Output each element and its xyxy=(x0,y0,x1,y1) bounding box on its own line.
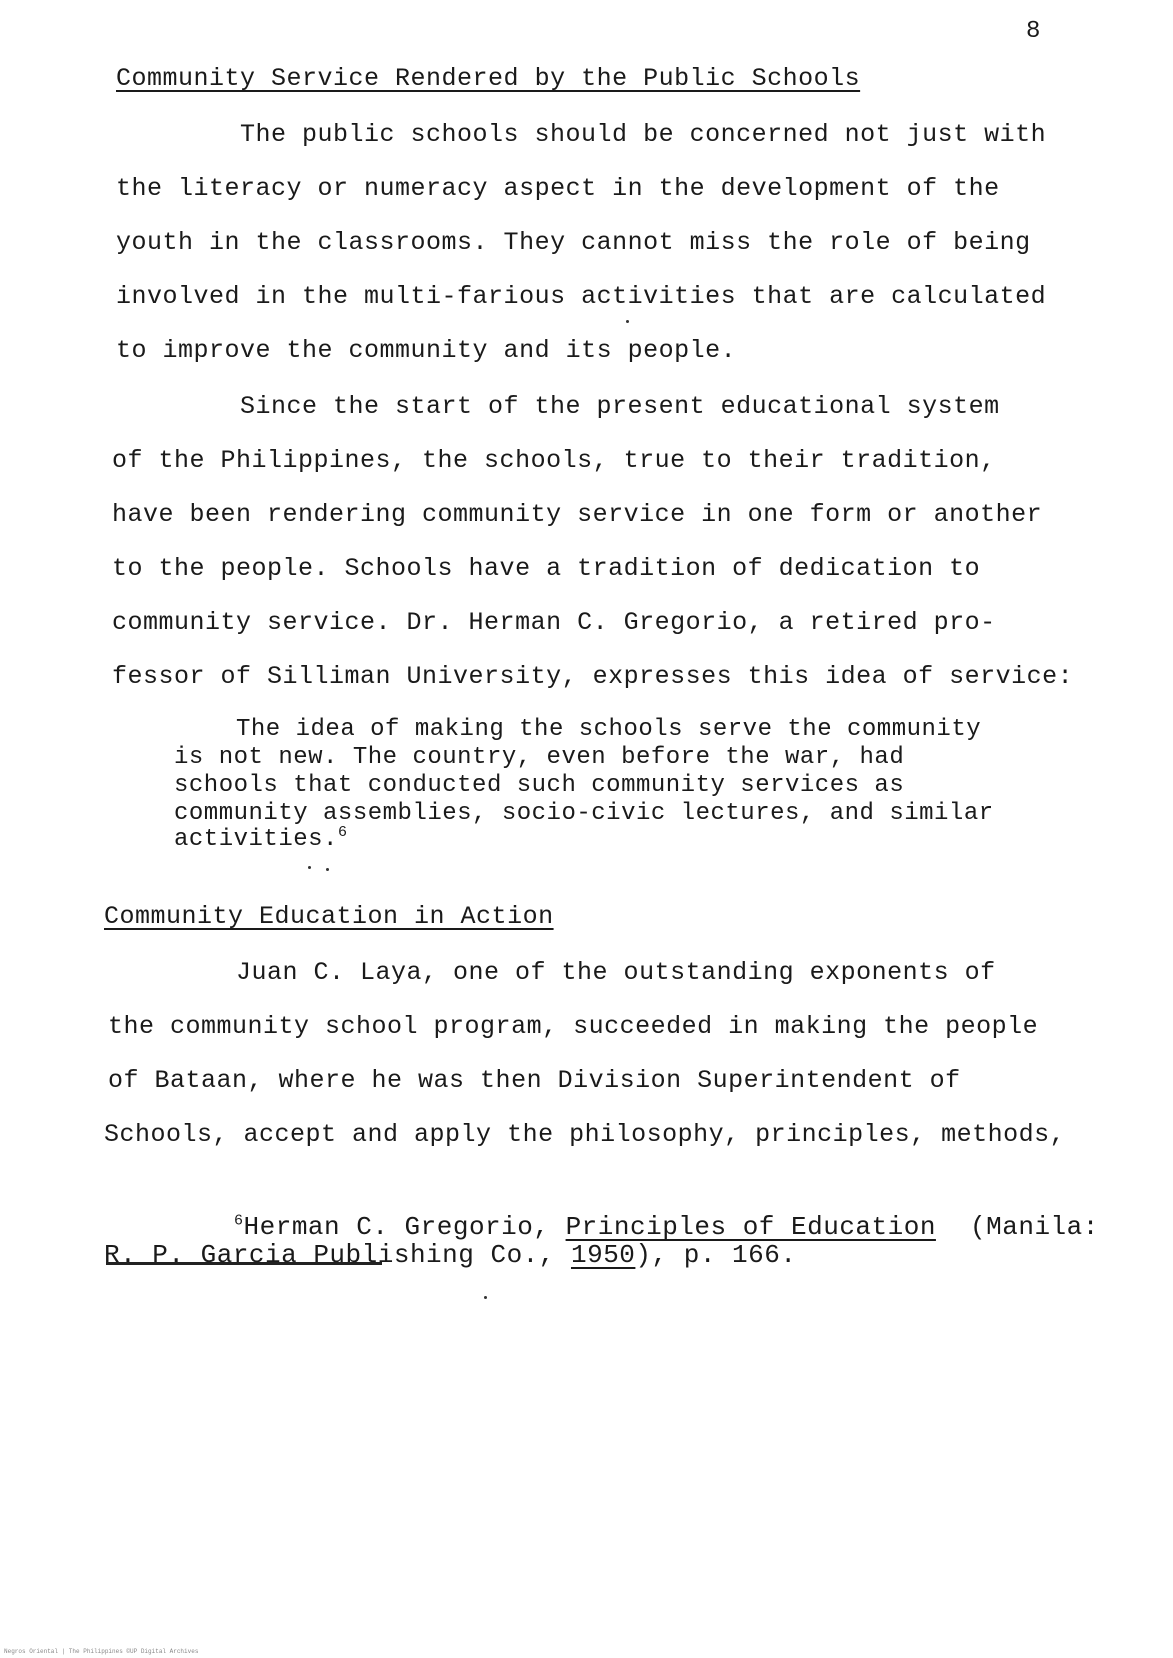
block-quote-line: community assemblies, socio-civic lectures, and similar xyxy=(174,800,994,827)
footnote-line-1 xyxy=(234,1212,1099,1242)
footnote-reference: 6 xyxy=(337,824,348,841)
paragraph-line: the community school program, succeeded in making the people xyxy=(108,1012,1039,1041)
paragraph-line: Juan C. Laya, one of the outstanding exponents of xyxy=(236,958,996,987)
block-quote-line: The idea of making the schools serve the community xyxy=(236,716,982,743)
paragraph-line: have been rendering community service in one form or another xyxy=(112,500,1043,529)
block-quote-last-line xyxy=(174,826,347,854)
paragraph-line: the literacy or numeracy aspect in the development of the xyxy=(116,174,1000,203)
paragraph-line: Since the start of the present educational system xyxy=(240,392,1000,421)
paragraph-line: Schools, accept and apply the philosophy, principles, methods, xyxy=(104,1120,1066,1149)
footnote-year: 1950 xyxy=(570,1240,636,1270)
block-quote-line: activities. xyxy=(174,826,338,853)
paragraph-line: to improve the community and its people. xyxy=(116,336,737,365)
scan-speck xyxy=(484,1296,487,1299)
section-heading-community-education: Community Education in Action xyxy=(104,902,554,931)
paragraph-line: of the Philippines, the schools, true to their tradition, xyxy=(112,446,996,475)
footnote-author: Herman C. Gregorio, xyxy=(243,1212,550,1242)
footnote-page: ), p. 166. xyxy=(635,1240,797,1270)
paragraph-line: The public schools should be concerned not just with xyxy=(240,120,1047,149)
block-quote-line: is not new. The country, even before the war, had xyxy=(174,744,905,771)
section-heading-community-service: Community Service Rendered by the Public Schools xyxy=(116,64,861,93)
paragraph-line: community service. Dr. Herman C. Gregorio, a retired pro- xyxy=(112,608,996,637)
scan-speck xyxy=(326,868,329,871)
footnote-publisher: R. P. Garcia Publishing Co., xyxy=(104,1240,571,1270)
footnote-place: (Manila: xyxy=(970,1212,1099,1242)
footnote-line-2 xyxy=(104,1240,796,1270)
paragraph-line: fessor of Silliman University, expresses this idea of service: xyxy=(112,662,1074,691)
footnote-book-title: Principles of Education xyxy=(565,1212,936,1242)
paragraph-line: involved in the multi-farious activities that are calculated xyxy=(116,282,1047,311)
paragraph-line: of Bataan, where he was then Division Superintendent of xyxy=(108,1066,961,1095)
paragraph-line: youth in the classrooms. They cannot miss the role of being xyxy=(116,228,1031,257)
footnote-mark: 6 xyxy=(234,1212,244,1230)
page-number: 8 xyxy=(1026,18,1041,45)
block-quote-line: schools that conducted such community services as xyxy=(174,772,905,799)
paragraph-line: to the people. Schools have a tradition of dedication to xyxy=(112,554,981,583)
archive-footer: Negros Oriental | The Philippines ©UP Digital Archives xyxy=(4,1648,199,1655)
scan-speck xyxy=(626,320,629,323)
scan-speck xyxy=(308,866,311,869)
